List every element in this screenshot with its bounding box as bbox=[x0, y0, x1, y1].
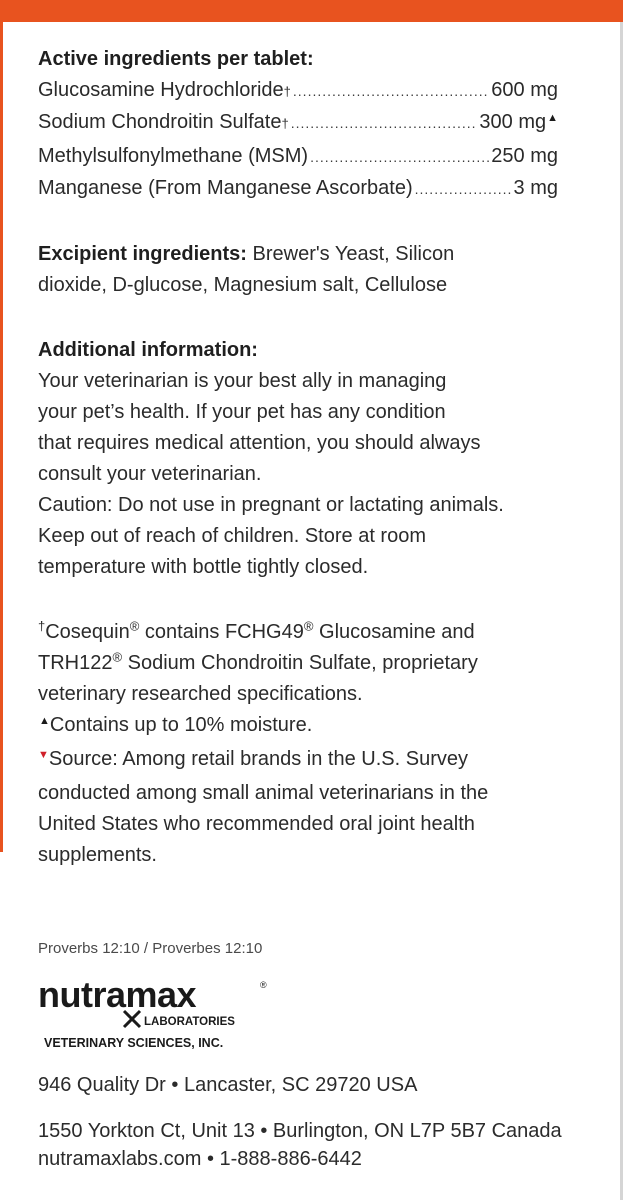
info-line: consult your veterinarian. bbox=[38, 463, 262, 485]
additional-info-text bbox=[38, 366, 598, 583]
leader-dots bbox=[310, 142, 489, 173]
ingredient-amount: 250 mg bbox=[491, 145, 558, 167]
logo-registered: ® bbox=[260, 980, 267, 990]
label-content bbox=[38, 44, 598, 871]
ingredient-row: Glucosamine Hydrochloride † ..... 600 mg bbox=[38, 75, 558, 107]
triangle-up-icon: ▲ bbox=[39, 715, 50, 727]
info-line: Keep out of reach of children. Store at room bbox=[38, 525, 426, 547]
ingredient-row bbox=[38, 173, 558, 205]
contact-line: nutramaxlabs.com • 1-888-886-6442 bbox=[38, 1148, 362, 1170]
info-line: that requires medical attention, you should always bbox=[38, 432, 481, 454]
excipient-title: Excipient ingredients: bbox=[38, 243, 247, 265]
proverbs-reference: Proverbs 12:10 / Proverbes 12:10 bbox=[38, 940, 263, 957]
ingredient-name: Glucosamine Hydrochloride bbox=[38, 79, 284, 101]
ingredient-amount: 3 mg bbox=[513, 177, 558, 199]
leader-dots bbox=[293, 76, 489, 107]
ingredient-amount: 300 mg bbox=[479, 111, 547, 133]
nutramax-logo bbox=[36, 975, 276, 1055]
address-canada: 1550 Yorkton Ct, Unit 13 • Burlington, ON L7P 5B7 Canada bbox=[38, 1120, 562, 1142]
info-line: Your veterinarian is your best ally in managing bbox=[38, 370, 447, 392]
logo-laboratories: LABORATORIES bbox=[144, 1016, 235, 1028]
footnote-moisture: ▲Contains up to 10% moisture. bbox=[39, 714, 313, 736]
footnote-source: ▼Source: Among retail brands in the U.S. Survey conducted among small animal veterinarians in the United States who recommended oral joint health supplements. bbox=[38, 748, 489, 866]
ingredient-name: Manganese (From Manganese Ascorbate) bbox=[38, 177, 413, 199]
info-line: temperature with bottle tightly closed. bbox=[38, 556, 369, 578]
excipient-text: Brewer's Yeast, Silicon dioxide, D-glucose, Magnesium salt, Cellulose bbox=[38, 243, 455, 296]
orange-top-band bbox=[0, 0, 623, 22]
triangle-up-icon: ▲ bbox=[547, 112, 558, 124]
orange-side-strip bbox=[0, 22, 3, 852]
triangle-down-icon: ▼ bbox=[38, 749, 49, 761]
logo-brand: nutramax bbox=[38, 975, 197, 1015]
additional-info-title: Additional information: bbox=[38, 339, 258, 361]
ingredient-list bbox=[38, 75, 598, 205]
ingredient-row bbox=[38, 141, 558, 173]
ingredient-name: Sodium Chondroitin Sulfate bbox=[38, 111, 282, 133]
ingredient-amount: 600 mg bbox=[491, 79, 558, 101]
address-us: 946 Quality Dr • Lancaster, SC 29720 USA bbox=[38, 1074, 418, 1096]
active-ingredients-title: Active ingredients per tablet: bbox=[38, 48, 314, 70]
info-line: your pet’s health. If your pet has any condition bbox=[38, 401, 446, 423]
footnote-cosequin: †Cosequin® contains FCHG49® Glucosamine and TRH122® Sodium Chondroitin Sulfate, proprietary veterinary researched specifications. bbox=[38, 618, 478, 705]
excipient-paragraph bbox=[38, 239, 508, 301]
ingredient-row: Sodium Chondroitin Sulfate † ..... 300 mg ▲ bbox=[38, 107, 558, 141]
leader-dots bbox=[415, 174, 512, 205]
info-line: Caution: Do not use in pregnant or lactating animals. bbox=[38, 494, 504, 516]
ingredient-name: Methylsulfonylmethane (MSM) bbox=[38, 145, 309, 167]
leader-dots bbox=[291, 108, 478, 139]
logo-tagline: VETERINARY SCIENCES, INC. bbox=[44, 1036, 224, 1050]
